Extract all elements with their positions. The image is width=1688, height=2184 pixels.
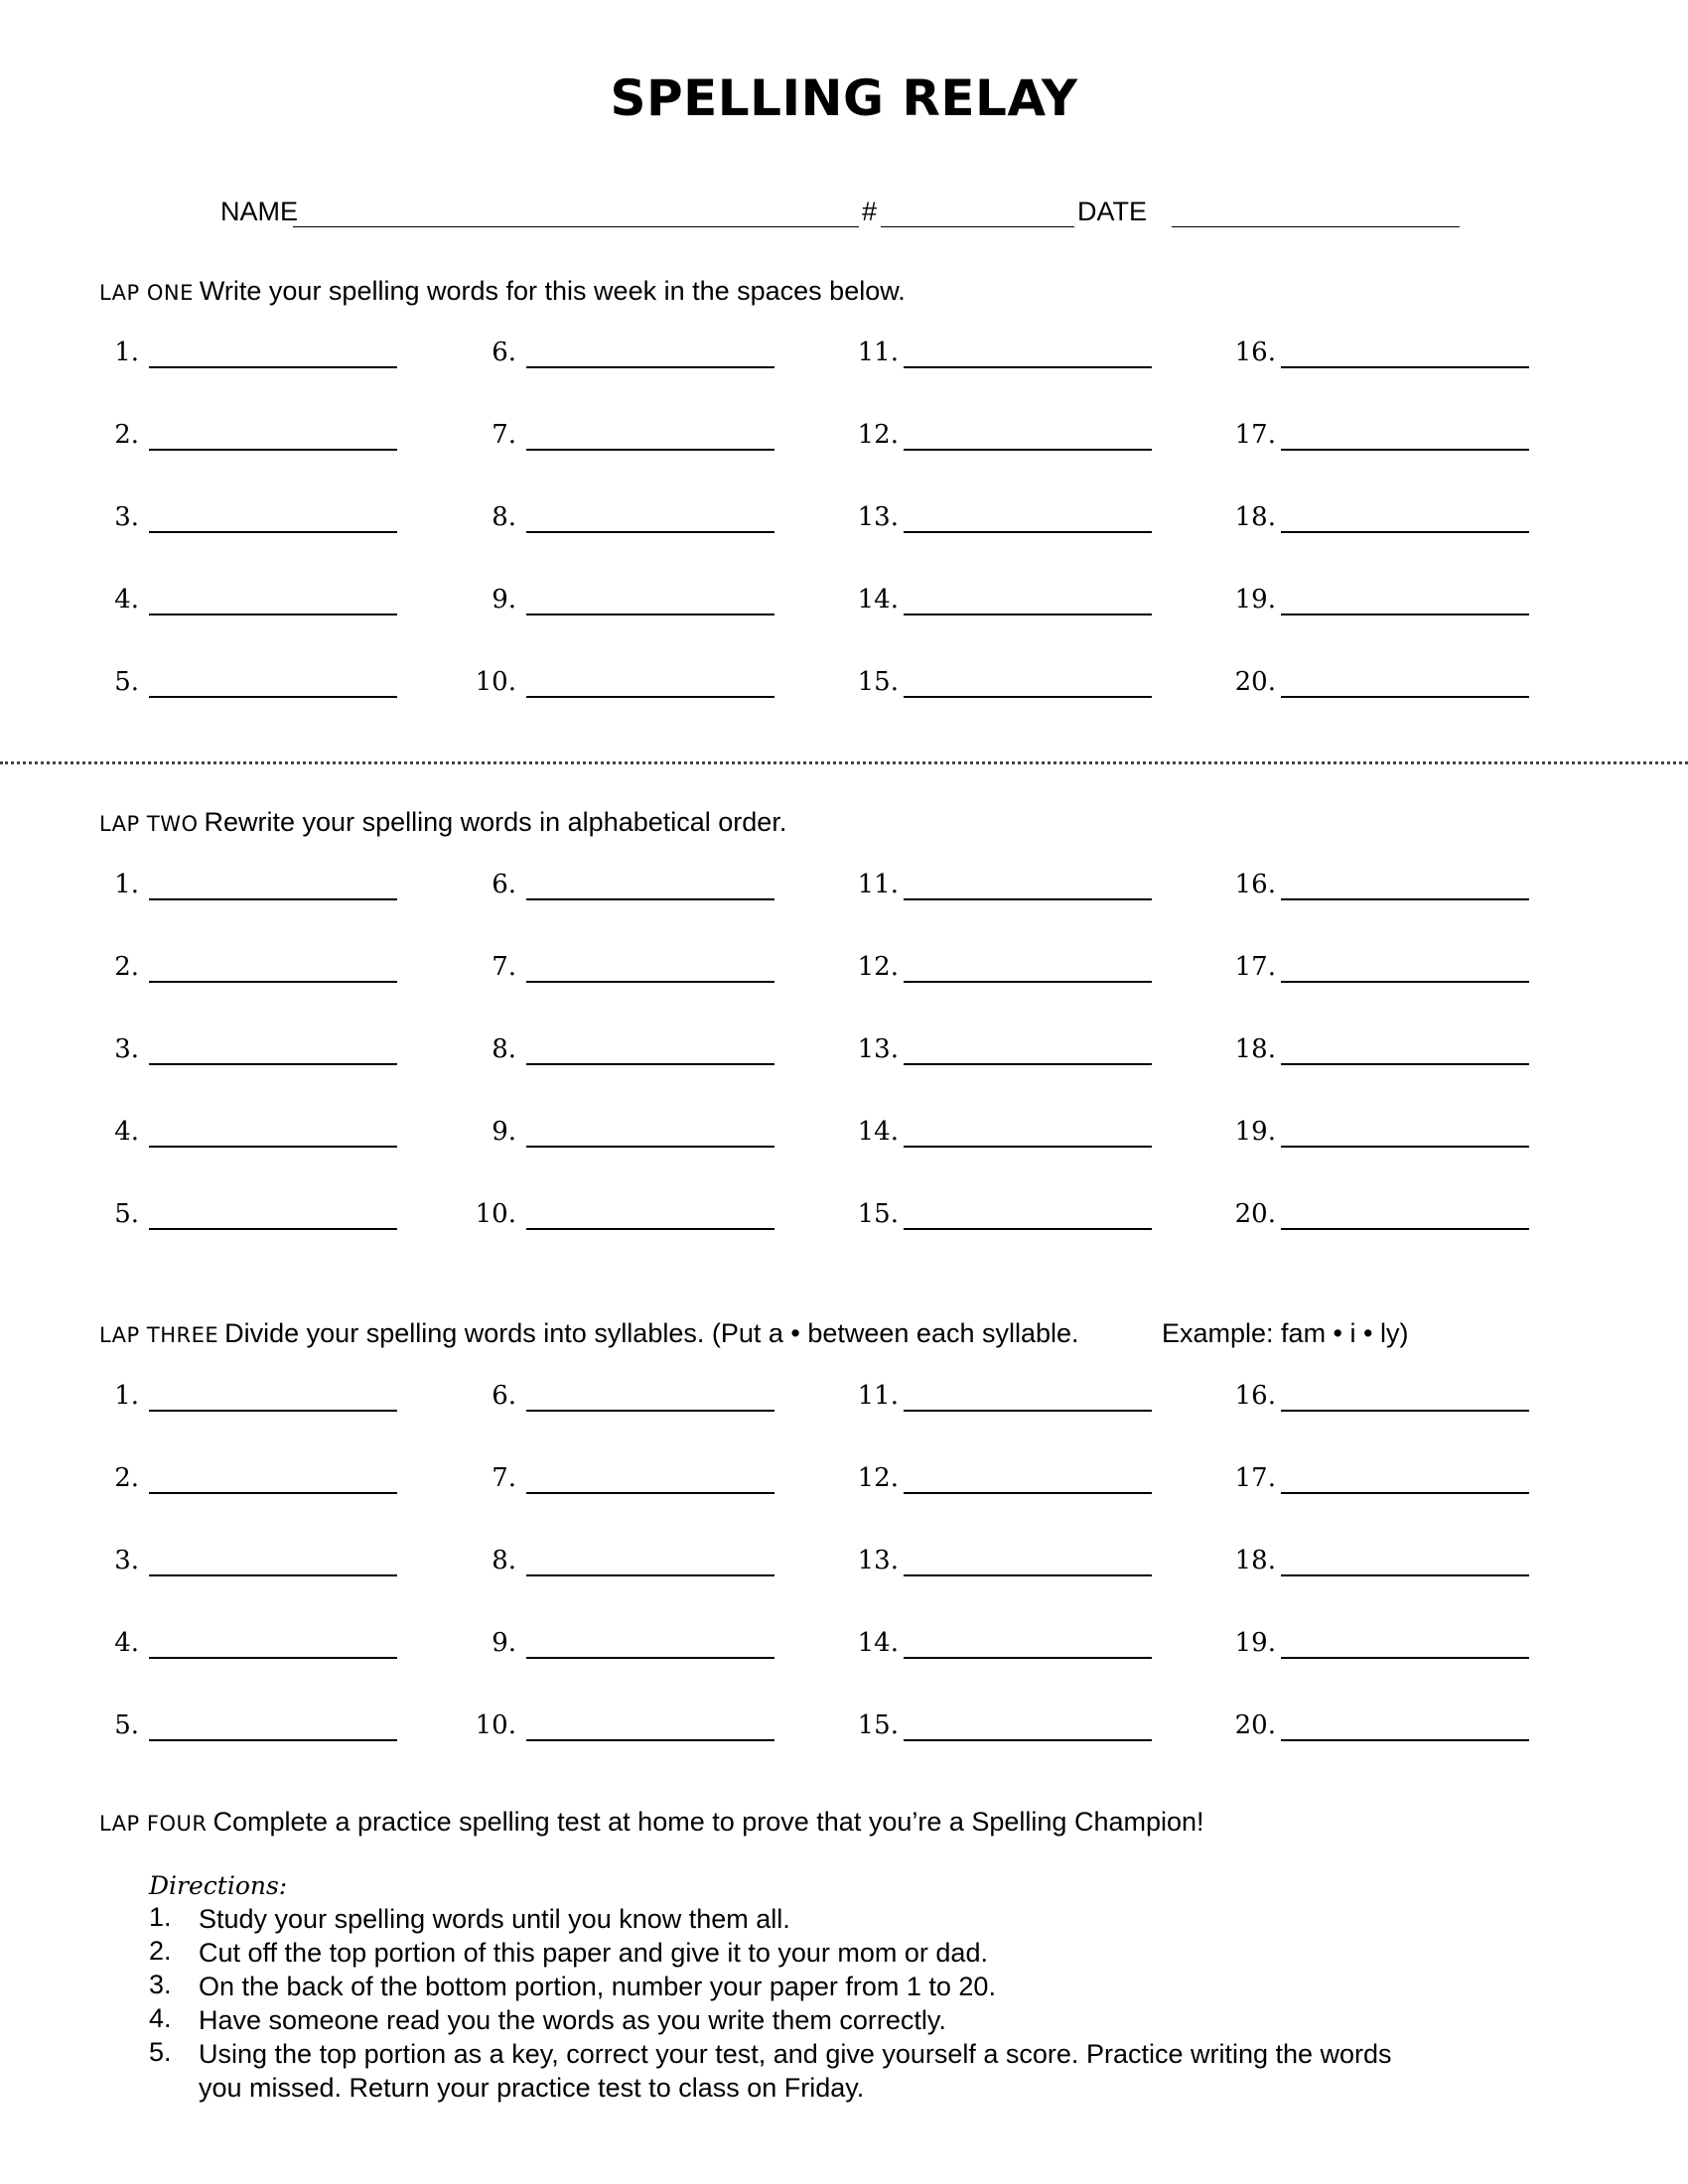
answer-blank[interactable] [149,366,397,368]
answer-blank[interactable] [526,1492,774,1494]
direction-text: Study your spelling words until you know them all. [199,1904,790,1934]
answer-blank[interactable] [149,1657,397,1659]
item-number: 5. [114,1710,139,1740]
page-title: SPELLING RELAY [610,69,1078,127]
item-number: 20. [1234,1710,1276,1740]
answer-blank[interactable] [904,1410,1152,1412]
direction-item [149,2003,1489,2037]
answer-blank[interactable] [1281,981,1529,983]
item-number: 1. [114,338,139,367]
name-field[interactable] [293,226,859,227]
lap-two-heading [99,807,786,838]
answer-blank[interactable] [904,696,1152,698]
lap-one-heading [99,276,906,307]
answer-blank[interactable] [904,1739,1152,1741]
answer-blank[interactable] [526,1410,774,1412]
answer-blank[interactable] [1281,614,1529,615]
item-number: 11. [857,870,899,899]
item-number: 6. [492,1381,516,1411]
item-number: 6. [492,338,516,367]
answer-blank[interactable] [149,696,397,698]
item-number: 3. [114,502,139,532]
answer-blank[interactable] [1281,1739,1529,1741]
item-number: 13. [857,502,899,532]
answer-blank[interactable] [526,1146,774,1148]
answer-blank[interactable] [526,1063,774,1065]
answer-blank[interactable] [526,366,774,368]
direction-item [149,1902,1489,1936]
answer-blank[interactable] [149,1410,397,1412]
date-label: DATE [1077,197,1148,226]
item-number: 1. [114,1381,139,1411]
item-number: 2. [114,952,139,982]
item-number: 15. [857,667,899,697]
answer-blank[interactable] [526,898,774,900]
item-number: 2. [114,420,139,450]
item-number: 8. [492,502,516,532]
answer-blank[interactable] [904,1146,1152,1148]
item-number: 19. [1234,585,1276,614]
direction-item [149,2037,1489,2105]
lap-instruction: Write your spelling words for this week in the spaces below. [199,276,906,306]
answer-blank[interactable] [526,1574,774,1576]
item-number: 4. [114,1628,139,1658]
answer-blank[interactable] [1281,1574,1529,1576]
answer-blank[interactable] [149,898,397,900]
item-number: 10. [475,1710,516,1740]
item-number: 17. [1234,1463,1276,1493]
date-field[interactable] [1172,226,1460,227]
item-number: 16. [1234,1381,1276,1411]
direction-text: Have someone read you the words as you write them correctly. [199,2005,946,2035]
item-number: 3. [114,1546,139,1575]
answer-blank[interactable] [149,449,397,451]
lap-three-heading [99,1318,1079,1349]
item-number: 13. [857,1034,899,1064]
item-number: 20. [1234,1199,1276,1229]
item-number: 11. [857,1381,899,1411]
item-number: 14. [857,585,899,614]
lap-label: LAP ONE [99,281,194,305]
item-number: 7. [492,1463,516,1493]
name-label: NAME [220,197,299,226]
lap-instruction: Divide your spelling words into syllables. (Put a • between each syllable. [224,1318,1079,1348]
answer-blank[interactable] [1281,1063,1529,1065]
item-number: 18. [1234,502,1276,532]
answer-blank[interactable] [526,614,774,615]
item-number: 14. [857,1117,899,1147]
number-label: # [862,197,878,226]
item-number: 6. [492,870,516,899]
lap-label: LAP FOUR [99,1812,208,1836]
answer-blank[interactable] [526,531,774,533]
item-number: 17. [1234,952,1276,982]
answer-blank[interactable] [1281,366,1529,368]
item-number: 18. [1234,1034,1276,1064]
answer-blank[interactable] [149,1492,397,1494]
answer-blank[interactable] [149,1228,397,1230]
item-number: 3. [114,1034,139,1064]
lap-label: LAP THREE [99,1323,219,1347]
item-number: 4. [114,1117,139,1147]
answer-blank[interactable] [149,531,397,533]
answer-blank[interactable] [904,1574,1152,1576]
direction-number: 1. [149,1902,172,1932]
answer-blank[interactable] [526,696,774,698]
item-number: 11. [857,338,899,367]
answer-blank[interactable] [904,898,1152,900]
answer-blank[interactable] [904,366,1152,368]
answer-blank[interactable] [526,981,774,983]
answer-blank[interactable] [904,1228,1152,1230]
answer-blank[interactable] [904,449,1152,451]
item-number: 9. [492,1628,516,1658]
lap-instruction: Complete a practice spelling test at home to prove that you’re a Spelling Champion! [212,1807,1204,1837]
answer-blank[interactable] [904,614,1152,615]
answer-blank[interactable] [526,1228,774,1230]
item-number: 4. [114,585,139,614]
item-number: 18. [1234,1546,1276,1575]
direction-number: 3. [149,1970,172,1999]
direction-item [149,1970,1489,2003]
answer-blank[interactable] [149,614,397,615]
item-number: 5. [114,667,139,697]
syllable-example: Example: fam • i • ly) [1162,1318,1409,1348]
item-number: 5. [114,1199,139,1229]
item-number: 7. [492,952,516,982]
item-number: 9. [492,1117,516,1147]
answer-blank[interactable] [1281,531,1529,533]
answer-blank[interactable] [149,981,397,983]
item-number: 1. [114,870,139,899]
direction-item [149,1936,1489,1970]
item-number: 17. [1234,420,1276,450]
answer-blank[interactable] [904,531,1152,533]
lap-label: LAP TWO [99,812,199,836]
answer-blank[interactable] [904,1063,1152,1065]
direction-text: Using the top portion as a key, correct your test, and give yourself a score. Practice writing the words you missed. Return your practice test to class on Friday. [199,2039,1392,2103]
lap-instruction: Rewrite your spelling words in alphabetical order. [204,807,787,837]
direction-number: 2. [149,1936,172,1966]
item-number: 15. [857,1710,899,1740]
answer-blank[interactable] [1281,1492,1529,1494]
item-number: 15. [857,1199,899,1229]
item-number: 10. [475,667,516,697]
answer-blank[interactable] [526,1739,774,1741]
answer-blank[interactable] [1281,1146,1529,1148]
item-number: 8. [492,1546,516,1575]
answer-blank[interactable] [1281,1657,1529,1659]
item-number: 12. [857,420,899,450]
item-number: 8. [492,1034,516,1064]
item-number: 19. [1234,1628,1276,1658]
direction-text: On the back of the bottom portion, number your paper from 1 to 20. [199,1972,996,2001]
direction-number: 4. [149,2003,172,2033]
answer-blank[interactable] [1281,449,1529,451]
item-number: 10. [475,1199,516,1229]
answer-blank[interactable] [1281,696,1529,698]
item-number: 7. [492,420,516,450]
answer-blank[interactable] [904,1492,1152,1494]
direction-text: Cut off the top portion of this paper and give it to your mom or dad. [199,1938,988,1968]
answer-blank[interactable] [904,1657,1152,1659]
answer-blank[interactable] [1281,1410,1529,1412]
lap-four-heading [99,1807,1204,1838]
item-number: 2. [114,1463,139,1493]
item-number: 14. [857,1628,899,1658]
answer-blank[interactable] [904,981,1152,983]
item-number: 9. [492,585,516,614]
item-number: 19. [1234,1117,1276,1147]
item-number: 16. [1234,870,1276,899]
answer-blank[interactable] [149,1739,397,1741]
answer-blank[interactable] [149,1146,397,1148]
answer-blank[interactable] [526,449,774,451]
item-number: 12. [857,952,899,982]
item-number: 16. [1234,338,1276,367]
answer-blank[interactable] [149,1574,397,1576]
answer-blank[interactable] [526,1657,774,1659]
cut-line [0,761,1688,764]
item-number: 13. [857,1546,899,1575]
directions-title: Directions: [149,1871,288,1900]
answer-blank[interactable] [1281,898,1529,900]
answer-blank[interactable] [149,1063,397,1065]
number-field[interactable] [881,226,1074,227]
answer-blank[interactable] [1281,1228,1529,1230]
item-number: 12. [857,1463,899,1493]
item-number: 20. [1234,667,1276,697]
direction-number: 5. [149,2037,172,2067]
